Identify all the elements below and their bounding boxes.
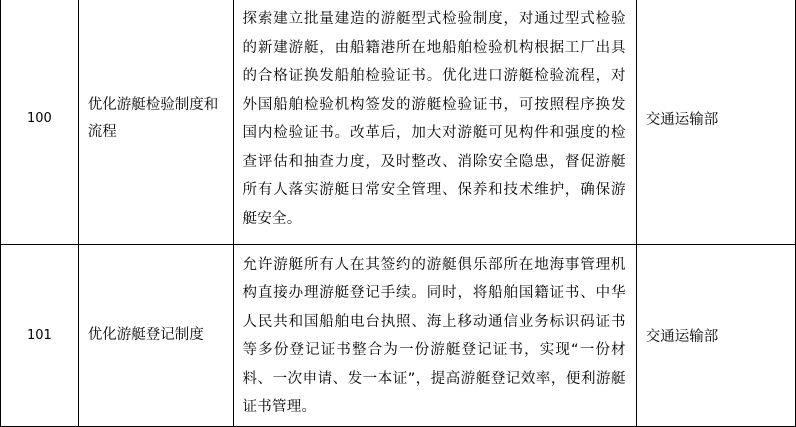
- item-description: [233, 245, 636, 427]
- item-number: 100: [1, 0, 79, 245]
- table-row: [1, 0, 796, 245]
- table-row: [1, 245, 796, 427]
- item-department: 交通运输部: [636, 0, 795, 245]
- item-name: 优化游艇检验制度和流程: [78, 0, 233, 245]
- item-department: 交通运输部: [636, 245, 795, 427]
- item-number: 101: [1, 245, 79, 427]
- item-description: [233, 0, 636, 245]
- item-description-text: 探索建立批量建造的游艇型式检验制度，对通过型式检验的新建游艇，由船籍港所在地船舶检验机构根据工厂出具的合格证换发船舶检验证书。优化进口游艇检验流程，对外国船舶检验机构签发的游艇检验证书，可按照程序换发国内检验证书。改革后，加大对游艇可见构件和强度的检查评估和抽查力度，及时整改、消除安全隐患，督促游艇所有人落实游艇日常安全管理、保养和技术维护，确保游艇安全。: [242, 11, 626, 227]
- item-description-text: 允许游艇所有人在其签约的游艇俱乐部所在地海事管理机构直接办理游艇登记手续。同时，将船舶国籍证书、中华人民共和国船舶电台执照、海上移动通信业务标识码证书等多份登记证书整合为一份游艇登记证书，实现“一份材料、一次申请、发一本证”，提高游艇登记效率，便利游艇证书管理。: [242, 256, 626, 415]
- item-name: 优化游艇登记制度: [78, 245, 233, 427]
